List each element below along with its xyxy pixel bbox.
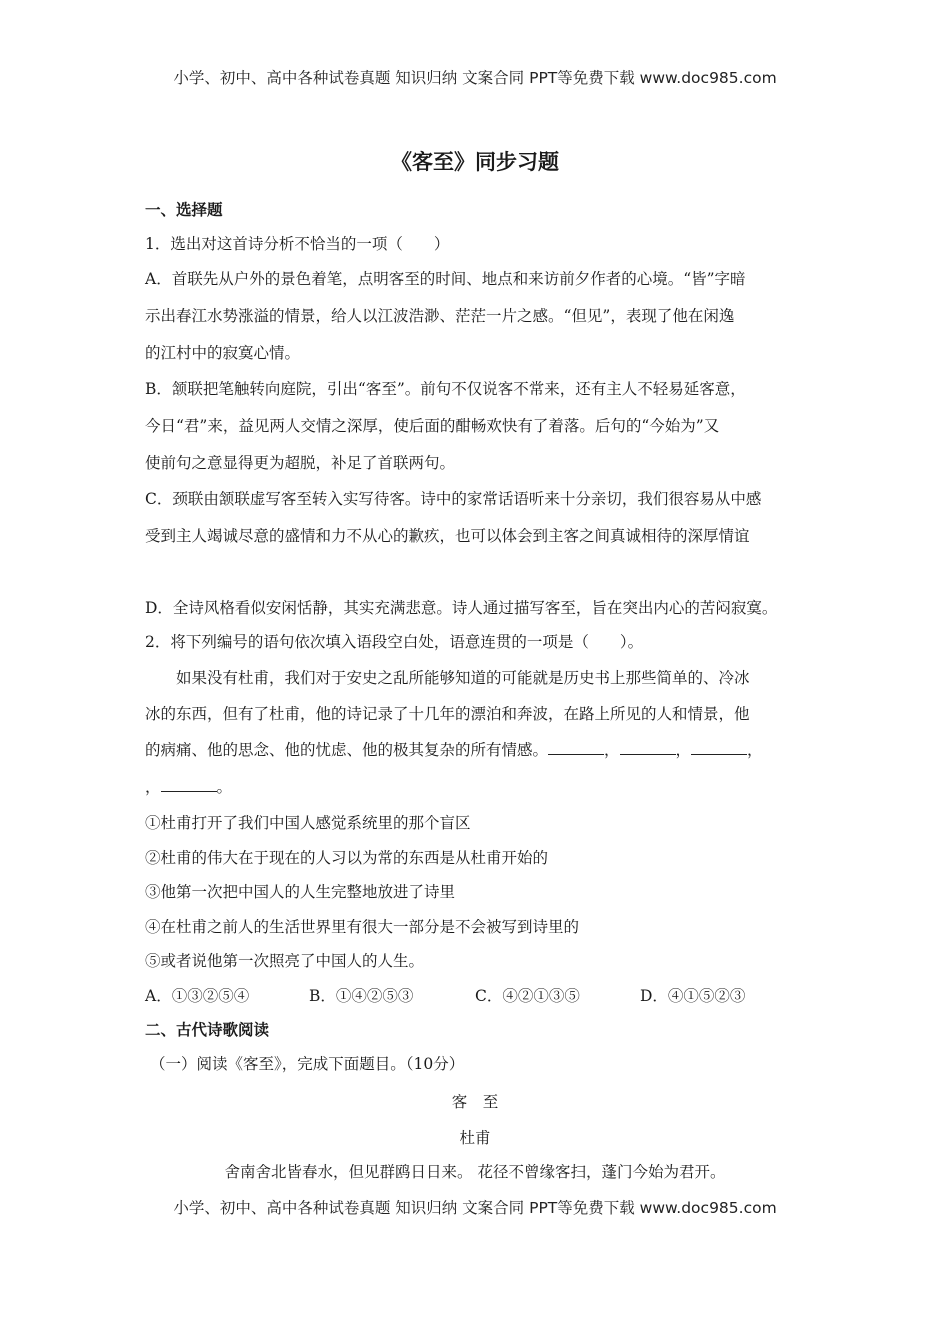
statement-item: ④在杜甫之前人的生活世界里有很大一部分是不会被写到诗里的 xyxy=(145,918,580,936)
comma: ， xyxy=(145,778,161,796)
page-title: 《客至》同步习题 xyxy=(391,150,559,174)
page-header: 小学、初中、高中各种试卷真题 知识归纳 文案合同 PPT等免费下载 www.doc985.com xyxy=(173,69,777,87)
comma: ， xyxy=(604,741,620,759)
passage-line: 冰的东西，但有了杜甫，他的诗记录了十几年的漂泊和奔波，在路上所见的人和情景，他 xyxy=(145,705,750,723)
question-stem: 2．将下列编号的语句依次填入语段空白处，语意连贯的一项是（ ）。 xyxy=(145,633,644,651)
comma: ， xyxy=(675,741,692,759)
answer-option-b[interactable]: B．①④②⑤③ xyxy=(309,987,414,1005)
reading-intro: （一）阅读《客至》，完成下面题目。（10分） xyxy=(150,1055,465,1073)
option-d-line: D．全诗风格看似安闲恬静，其实充满悲意。诗人通过描写客至，旨在突出内心的苦闷寂寞。 xyxy=(145,599,778,617)
section-heading: 一、选择题 xyxy=(145,201,223,219)
option-c-line: C．颈联由颔联虚写客至转入实写待客。诗中的家常话语听来十分亲切，我们很容易从中感 xyxy=(145,490,762,508)
page-footer: 小学、初中、高中各种试卷真题 知识归纳 文案合同 PPT等免费下载 www.doc985.com xyxy=(173,1199,777,1217)
fill-blank[interactable] xyxy=(620,740,676,755)
answer-option-c[interactable]: C．④②①③⑤ xyxy=(475,987,580,1005)
poem-title: 客 至 xyxy=(451,1093,499,1111)
fill-blank[interactable] xyxy=(548,740,604,755)
fill-blank[interactable] xyxy=(161,777,217,792)
comma: ， xyxy=(747,741,763,759)
fill-blank[interactable] xyxy=(691,740,747,755)
passage-text: 的病痛、他的思念、他的忧虑、他的极其复杂的所有情感。 xyxy=(145,741,549,759)
option-b-line: 今日“君”来，益见两人交情之深厚，使后面的酣畅欢快有了着落。后句的“今始为”又 xyxy=(145,417,720,435)
statement-item: ①杜甫打开了我们中国人感觉系统里的那个盲区 xyxy=(145,814,471,832)
statement-item: ②杜甫的伟大在于现在的人习以为常的东西是从杜甫开始的 xyxy=(145,849,549,867)
option-a-line: 示出春江水势涨溢的情景，给人以江波浩渺、茫茫一片之感。“但见”，表现了他在闲逸 xyxy=(145,307,735,325)
statement-item: ③他第一次把中国人的人生完整地放进了诗里 xyxy=(145,883,456,901)
period: 。 xyxy=(216,778,233,796)
option-a-line: A．首联先从户外的景色着笔，点明客至的时间、地点和来访前夕作者的心境。“皆”字暗 xyxy=(145,270,746,288)
passage-line xyxy=(145,740,763,760)
poem-author: 杜甫 xyxy=(459,1129,491,1147)
question-stem: 1．选出对这首诗分析不恰当的一项（ ） xyxy=(145,235,450,253)
option-b-line: 使前句之意显得更为超脱，补足了首联两句。 xyxy=(145,454,456,472)
option-a-line: 的江村中的寂寞心情。 xyxy=(145,344,301,362)
answer-options xyxy=(145,986,765,1006)
option-b-line: B．颔联把笔触转向庭院，引出“客至”。前句不仅说客不常来，还有主人不轻易延客意， xyxy=(145,380,746,398)
answer-option-d[interactable]: D．④①⑤②③ xyxy=(640,987,746,1005)
poem-line: 舍南舍北皆春水，但见群鸥日日来。 花径不曾缘客扫，蓬门今始为君开。 xyxy=(224,1163,726,1181)
answer-option-a[interactable]: A．①③②⑤④ xyxy=(145,987,250,1005)
statement-item: ⑤或者说他第一次照亮了中国人的人生。 xyxy=(145,952,425,970)
passage-line xyxy=(145,777,232,797)
option-c-line: 受到主人竭诚尽意的盛情和力不从心的歉疚，也可以体会到主客之间真诚相待的深厚情谊 xyxy=(145,527,750,545)
passage-line: 如果没有杜甫，我们对于安史之乱所能够知道的可能就是历史书上那些简单的、冷冰 xyxy=(176,669,750,687)
section-heading: 二、古代诗歌阅读 xyxy=(145,1021,270,1039)
